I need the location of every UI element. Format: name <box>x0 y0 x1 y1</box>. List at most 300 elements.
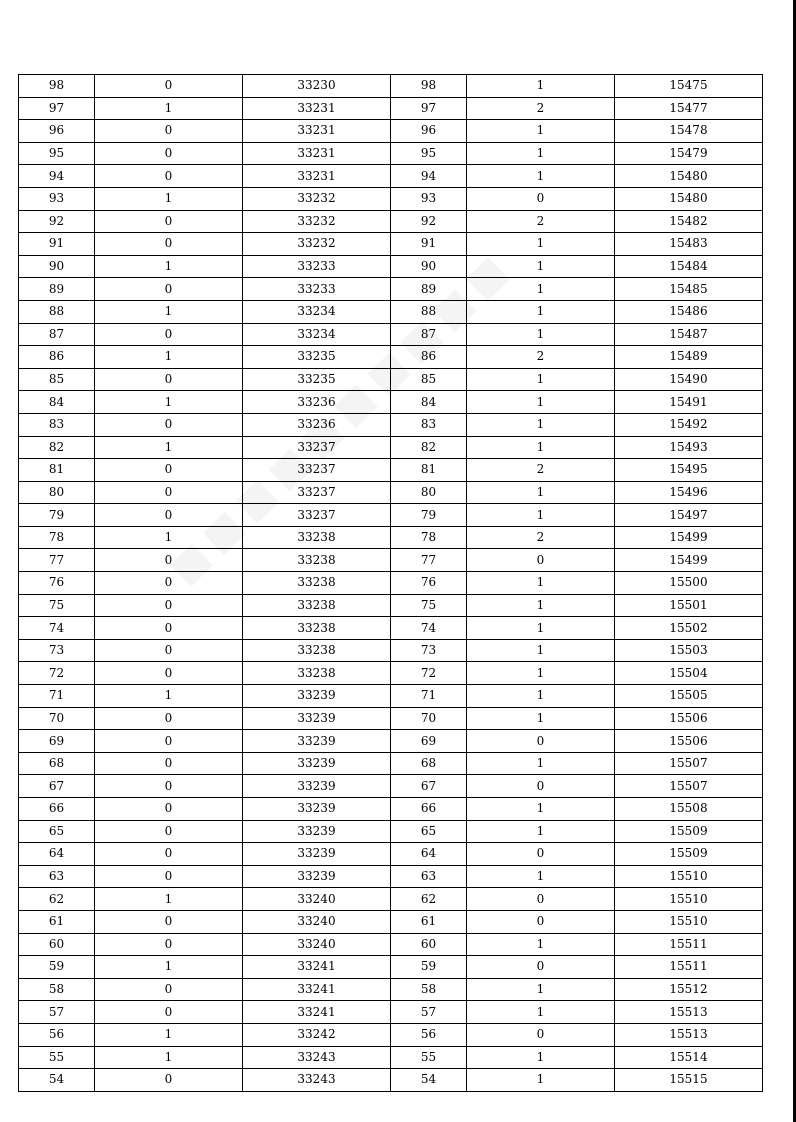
table-row <box>19 707 763 730</box>
cell-count-b: 0 <box>467 730 615 753</box>
table-row <box>19 639 763 662</box>
cell-score-a: 61 <box>19 910 95 933</box>
table-row <box>19 956 763 979</box>
cell-count-b: 2 <box>467 526 615 549</box>
cell-cumulative-b: 15513 <box>615 1001 763 1024</box>
table-row <box>19 730 763 753</box>
cell-count-b: 1 <box>467 617 615 640</box>
cell-count-a: 0 <box>95 75 243 98</box>
cell-count-b: 1 <box>467 933 615 956</box>
cell-score-a: 97 <box>19 97 95 120</box>
table-row <box>19 617 763 640</box>
cell-count-a: 0 <box>95 752 243 775</box>
cell-score-b: 62 <box>391 888 467 911</box>
cell-count-a: 1 <box>95 346 243 369</box>
cell-score-a: 82 <box>19 436 95 459</box>
table-row <box>19 300 763 323</box>
cell-cumulative-a: 33241 <box>243 956 391 979</box>
cell-cumulative-b: 15504 <box>615 662 763 685</box>
cell-count-b: 1 <box>467 391 615 414</box>
table-row <box>19 368 763 391</box>
cell-cumulative-a: 33239 <box>243 775 391 798</box>
cell-count-b: 1 <box>467 300 615 323</box>
cell-count-b: 1 <box>467 233 615 256</box>
cell-cumulative-b: 15484 <box>615 255 763 278</box>
cell-count-b: 1 <box>467 1001 615 1024</box>
cell-count-a: 0 <box>95 978 243 1001</box>
cell-cumulative-b: 15492 <box>615 413 763 436</box>
table-row <box>19 843 763 866</box>
cell-count-a: 0 <box>95 120 243 143</box>
cell-cumulative-a: 33237 <box>243 436 391 459</box>
cell-cumulative-a: 33239 <box>243 843 391 866</box>
cell-cumulative-a: 33233 <box>243 278 391 301</box>
cell-cumulative-b: 15512 <box>615 978 763 1001</box>
cell-cumulative-b: 15485 <box>615 278 763 301</box>
cell-cumulative-a: 33236 <box>243 391 391 414</box>
cell-count-b: 2 <box>467 346 615 369</box>
cell-cumulative-a: 33238 <box>243 639 391 662</box>
cell-cumulative-a: 33231 <box>243 142 391 165</box>
cell-count-b: 1 <box>467 481 615 504</box>
cell-count-a: 0 <box>95 639 243 662</box>
cell-count-b: 0 <box>467 1023 615 1046</box>
cell-score-a: 86 <box>19 346 95 369</box>
cell-count-b: 1 <box>467 639 615 662</box>
cell-cumulative-a: 33241 <box>243 1001 391 1024</box>
cell-count-a: 1 <box>95 1023 243 1046</box>
cell-count-b: 1 <box>467 865 615 888</box>
cell-score-b: 60 <box>391 933 467 956</box>
cell-score-b: 66 <box>391 798 467 821</box>
cell-cumulative-b: 15483 <box>615 233 763 256</box>
cell-cumulative-a: 33240 <box>243 910 391 933</box>
cell-count-b: 1 <box>467 120 615 143</box>
table-row <box>19 187 763 210</box>
cell-cumulative-a: 33238 <box>243 617 391 640</box>
cell-cumulative-a: 33237 <box>243 504 391 527</box>
cell-score-a: 96 <box>19 120 95 143</box>
cell-score-b: 61 <box>391 910 467 933</box>
cell-score-b: 87 <box>391 323 467 346</box>
cell-cumulative-b: 15482 <box>615 210 763 233</box>
cell-score-a: 74 <box>19 617 95 640</box>
cell-cumulative-b: 15503 <box>615 639 763 662</box>
cell-cumulative-a: 33239 <box>243 798 391 821</box>
table-row <box>19 1069 763 1092</box>
table-row <box>19 526 763 549</box>
cell-score-b: 58 <box>391 978 467 1001</box>
table-row <box>19 97 763 120</box>
cell-score-a: 59 <box>19 956 95 979</box>
cell-count-a: 0 <box>95 459 243 482</box>
cell-score-b: 71 <box>391 685 467 708</box>
cell-cumulative-a: 33231 <box>243 165 391 188</box>
cell-cumulative-a: 33237 <box>243 481 391 504</box>
table-row <box>19 210 763 233</box>
cell-score-b: 81 <box>391 459 467 482</box>
cell-cumulative-a: 33239 <box>243 685 391 708</box>
table-row <box>19 255 763 278</box>
cell-count-a: 0 <box>95 504 243 527</box>
score-table-body <box>19 75 763 1092</box>
cell-cumulative-a: 33243 <box>243 1069 391 1092</box>
cell-score-a: 77 <box>19 549 95 572</box>
cell-count-a: 0 <box>95 662 243 685</box>
cell-count-b: 1 <box>467 278 615 301</box>
cell-cumulative-b: 15486 <box>615 300 763 323</box>
cell-count-a: 0 <box>95 481 243 504</box>
cell-score-a: 63 <box>19 865 95 888</box>
cell-count-a: 0 <box>95 572 243 595</box>
cell-count-a: 1 <box>95 391 243 414</box>
cell-cumulative-a: 33240 <box>243 933 391 956</box>
table-row <box>19 775 763 798</box>
table-row <box>19 662 763 685</box>
cell-score-a: 87 <box>19 323 95 346</box>
cell-cumulative-a: 33241 <box>243 978 391 1001</box>
cell-count-b: 1 <box>467 685 615 708</box>
cell-count-b: 1 <box>467 368 615 391</box>
cell-score-b: 96 <box>391 120 467 143</box>
cell-count-a: 0 <box>95 820 243 843</box>
cell-cumulative-b: 15510 <box>615 888 763 911</box>
table-row <box>19 233 763 256</box>
cell-count-b: 1 <box>467 165 615 188</box>
cell-cumulative-b: 15495 <box>615 459 763 482</box>
cell-cumulative-b: 15506 <box>615 707 763 730</box>
cell-score-b: 88 <box>391 300 467 323</box>
cell-score-a: 55 <box>19 1046 95 1069</box>
cell-count-b: 1 <box>467 436 615 459</box>
cell-cumulative-b: 15508 <box>615 798 763 821</box>
cell-cumulative-b: 15501 <box>615 594 763 617</box>
cell-count-b: 1 <box>467 323 615 346</box>
cell-count-b: 1 <box>467 707 615 730</box>
cell-score-b: 63 <box>391 865 467 888</box>
cell-score-a: 69 <box>19 730 95 753</box>
cell-score-b: 72 <box>391 662 467 685</box>
cell-count-a: 0 <box>95 323 243 346</box>
cell-cumulative-a: 33238 <box>243 526 391 549</box>
cell-count-b: 2 <box>467 210 615 233</box>
cell-count-b: 1 <box>467 820 615 843</box>
cell-score-a: 65 <box>19 820 95 843</box>
table-row <box>19 278 763 301</box>
cell-cumulative-b: 15510 <box>615 865 763 888</box>
cell-score-a: 66 <box>19 798 95 821</box>
cell-cumulative-a: 33239 <box>243 730 391 753</box>
cell-cumulative-b: 15496 <box>615 481 763 504</box>
table-row <box>19 820 763 843</box>
cell-score-b: 54 <box>391 1069 467 1092</box>
cell-count-b: 1 <box>467 504 615 527</box>
cell-score-a: 83 <box>19 413 95 436</box>
cell-score-b: 56 <box>391 1023 467 1046</box>
cell-score-a: 73 <box>19 639 95 662</box>
cell-score-a: 62 <box>19 888 95 911</box>
cell-count-b: 1 <box>467 142 615 165</box>
cell-cumulative-b: 15502 <box>615 617 763 640</box>
cell-score-b: 86 <box>391 346 467 369</box>
cell-cumulative-b: 15511 <box>615 933 763 956</box>
cell-score-b: 85 <box>391 368 467 391</box>
cell-score-b: 97 <box>391 97 467 120</box>
cell-cumulative-b: 15499 <box>615 526 763 549</box>
cell-score-a: 75 <box>19 594 95 617</box>
cell-cumulative-b: 15510 <box>615 910 763 933</box>
cell-score-a: 95 <box>19 142 95 165</box>
cell-score-b: 79 <box>391 504 467 527</box>
cell-count-a: 0 <box>95 413 243 436</box>
cell-score-b: 98 <box>391 75 467 98</box>
cell-count-a: 0 <box>95 775 243 798</box>
cell-count-a: 0 <box>95 843 243 866</box>
cell-count-a: 1 <box>95 956 243 979</box>
cell-cumulative-b: 15478 <box>615 120 763 143</box>
cell-score-a: 78 <box>19 526 95 549</box>
table-row <box>19 978 763 1001</box>
cell-score-b: 92 <box>391 210 467 233</box>
cell-count-a: 0 <box>95 165 243 188</box>
table-row <box>19 391 763 414</box>
cell-count-b: 2 <box>467 459 615 482</box>
cell-score-b: 82 <box>391 436 467 459</box>
cell-cumulative-a: 33238 <box>243 662 391 685</box>
cell-cumulative-a: 33242 <box>243 1023 391 1046</box>
cell-cumulative-a: 33239 <box>243 820 391 843</box>
cell-cumulative-b: 15515 <box>615 1069 763 1092</box>
cell-score-a: 90 <box>19 255 95 278</box>
cell-cumulative-b: 15511 <box>615 956 763 979</box>
cell-count-a: 0 <box>95 707 243 730</box>
cell-count-a: 1 <box>95 300 243 323</box>
cell-count-b: 1 <box>467 572 615 595</box>
cell-score-b: 68 <box>391 752 467 775</box>
cell-score-b: 89 <box>391 278 467 301</box>
cell-score-a: 67 <box>19 775 95 798</box>
cell-cumulative-a: 33236 <box>243 413 391 436</box>
table-row <box>19 798 763 821</box>
cell-score-b: 94 <box>391 165 467 188</box>
cell-score-b: 64 <box>391 843 467 866</box>
cell-count-b: 1 <box>467 1069 615 1092</box>
cell-cumulative-a: 33234 <box>243 300 391 323</box>
cell-cumulative-b: 15493 <box>615 436 763 459</box>
table-row <box>19 752 763 775</box>
cell-count-b: 1 <box>467 662 615 685</box>
cell-count-a: 1 <box>95 1046 243 1069</box>
cell-count-a: 0 <box>95 865 243 888</box>
table-row <box>19 504 763 527</box>
cell-count-a: 0 <box>95 210 243 233</box>
cell-count-b: 1 <box>467 798 615 821</box>
cell-cumulative-b: 15513 <box>615 1023 763 1046</box>
cell-cumulative-b: 15499 <box>615 549 763 572</box>
cell-score-b: 65 <box>391 820 467 843</box>
cell-count-b: 0 <box>467 549 615 572</box>
cell-cumulative-b: 15509 <box>615 843 763 866</box>
table-row <box>19 1023 763 1046</box>
table-row <box>19 685 763 708</box>
table-row <box>19 865 763 888</box>
cell-cumulative-b: 15507 <box>615 775 763 798</box>
cell-score-a: 89 <box>19 278 95 301</box>
cell-score-a: 91 <box>19 233 95 256</box>
cell-score-b: 70 <box>391 707 467 730</box>
cell-cumulative-b: 15509 <box>615 820 763 843</box>
cell-count-a: 0 <box>95 1069 243 1092</box>
cell-score-b: 95 <box>391 142 467 165</box>
cell-score-a: 81 <box>19 459 95 482</box>
cell-count-a: 1 <box>95 526 243 549</box>
cell-cumulative-a: 33232 <box>243 210 391 233</box>
cell-cumulative-a: 33238 <box>243 594 391 617</box>
cell-score-a: 56 <box>19 1023 95 1046</box>
cell-count-a: 1 <box>95 187 243 210</box>
cell-cumulative-a: 33239 <box>243 752 391 775</box>
cell-cumulative-a: 33233 <box>243 255 391 278</box>
cell-count-b: 0 <box>467 775 615 798</box>
cell-score-b: 77 <box>391 549 467 572</box>
cell-cumulative-b: 15479 <box>615 142 763 165</box>
cell-count-b: 1 <box>467 978 615 1001</box>
cell-cumulative-a: 33232 <box>243 187 391 210</box>
cell-count-a: 0 <box>95 549 243 572</box>
cell-count-a: 0 <box>95 617 243 640</box>
cell-cumulative-a: 33235 <box>243 346 391 369</box>
cell-count-a: 0 <box>95 142 243 165</box>
cell-count-b: 0 <box>467 187 615 210</box>
cell-score-b: 57 <box>391 1001 467 1024</box>
cell-score-a: 76 <box>19 572 95 595</box>
cell-cumulative-a: 33230 <box>243 75 391 98</box>
cell-cumulative-a: 33243 <box>243 1046 391 1069</box>
table-row <box>19 572 763 595</box>
cell-score-a: 64 <box>19 843 95 866</box>
cell-cumulative-a: 33238 <box>243 549 391 572</box>
cell-count-a: 0 <box>95 730 243 753</box>
score-table <box>18 74 763 1092</box>
table-row <box>19 75 763 98</box>
cell-count-a: 0 <box>95 368 243 391</box>
table-row <box>19 120 763 143</box>
cell-score-b: 80 <box>391 481 467 504</box>
cell-score-b: 76 <box>391 572 467 595</box>
cell-score-a: 92 <box>19 210 95 233</box>
cell-score-a: 71 <box>19 685 95 708</box>
cell-count-a: 0 <box>95 933 243 956</box>
table-row <box>19 1046 763 1069</box>
cell-score-a: 57 <box>19 1001 95 1024</box>
cell-score-a: 60 <box>19 933 95 956</box>
table-row <box>19 933 763 956</box>
cell-cumulative-a: 33234 <box>243 323 391 346</box>
table-row <box>19 910 763 933</box>
cell-score-a: 79 <box>19 504 95 527</box>
cell-count-a: 0 <box>95 1001 243 1024</box>
cell-count-a: 0 <box>95 278 243 301</box>
cell-score-a: 85 <box>19 368 95 391</box>
cell-cumulative-b: 15507 <box>615 752 763 775</box>
cell-count-b: 1 <box>467 255 615 278</box>
cell-count-a: 1 <box>95 436 243 459</box>
table-row <box>19 459 763 482</box>
cell-score-a: 84 <box>19 391 95 414</box>
cell-score-b: 78 <box>391 526 467 549</box>
cell-score-a: 98 <box>19 75 95 98</box>
cell-score-a: 54 <box>19 1069 95 1092</box>
cell-score-b: 91 <box>391 233 467 256</box>
table-row <box>19 594 763 617</box>
cell-cumulative-a: 33237 <box>243 459 391 482</box>
cell-cumulative-a: 33239 <box>243 707 391 730</box>
cell-cumulative-a: 33240 <box>243 888 391 911</box>
cell-count-a: 1 <box>95 685 243 708</box>
cell-count-b: 1 <box>467 75 615 98</box>
cell-cumulative-a: 33232 <box>243 233 391 256</box>
cell-count-a: 0 <box>95 910 243 933</box>
cell-score-a: 93 <box>19 187 95 210</box>
cell-cumulative-b: 15487 <box>615 323 763 346</box>
cell-score-a: 94 <box>19 165 95 188</box>
cell-score-a: 68 <box>19 752 95 775</box>
cell-cumulative-b: 15475 <box>615 75 763 98</box>
cell-score-b: 55 <box>391 1046 467 1069</box>
cell-cumulative-a: 33231 <box>243 120 391 143</box>
cell-count-a: 0 <box>95 233 243 256</box>
cell-cumulative-a: 33235 <box>243 368 391 391</box>
cell-score-b: 74 <box>391 617 467 640</box>
cell-score-b: 84 <box>391 391 467 414</box>
cell-count-b: 1 <box>467 413 615 436</box>
cell-cumulative-b: 15514 <box>615 1046 763 1069</box>
table-row <box>19 436 763 459</box>
cell-count-a: 0 <box>95 798 243 821</box>
cell-cumulative-a: 33238 <box>243 572 391 595</box>
cell-score-b: 75 <box>391 594 467 617</box>
cell-cumulative-b: 15480 <box>615 187 763 210</box>
cell-score-b: 93 <box>391 187 467 210</box>
cell-score-b: 83 <box>391 413 467 436</box>
table-row <box>19 888 763 911</box>
table-row <box>19 481 763 504</box>
cell-count-a: 1 <box>95 255 243 278</box>
cell-count-a: 1 <box>95 97 243 120</box>
cell-score-b: 73 <box>391 639 467 662</box>
cell-count-a: 1 <box>95 888 243 911</box>
cell-count-b: 2 <box>467 97 615 120</box>
cell-score-a: 80 <box>19 481 95 504</box>
cell-cumulative-b: 15505 <box>615 685 763 708</box>
table-row <box>19 323 763 346</box>
cell-count-b: 1 <box>467 752 615 775</box>
cell-cumulative-b: 15491 <box>615 391 763 414</box>
table-row <box>19 165 763 188</box>
cell-count-b: 0 <box>467 843 615 866</box>
cell-cumulative-b: 15500 <box>615 572 763 595</box>
cell-score-a: 88 <box>19 300 95 323</box>
cell-score-a: 72 <box>19 662 95 685</box>
table-row <box>19 413 763 436</box>
cell-score-a: 58 <box>19 978 95 1001</box>
cell-count-b: 0 <box>467 888 615 911</box>
cell-cumulative-b: 15506 <box>615 730 763 753</box>
table-row <box>19 142 763 165</box>
cell-score-b: 90 <box>391 255 467 278</box>
cell-count-a: 0 <box>95 594 243 617</box>
cell-cumulative-a: 33239 <box>243 865 391 888</box>
